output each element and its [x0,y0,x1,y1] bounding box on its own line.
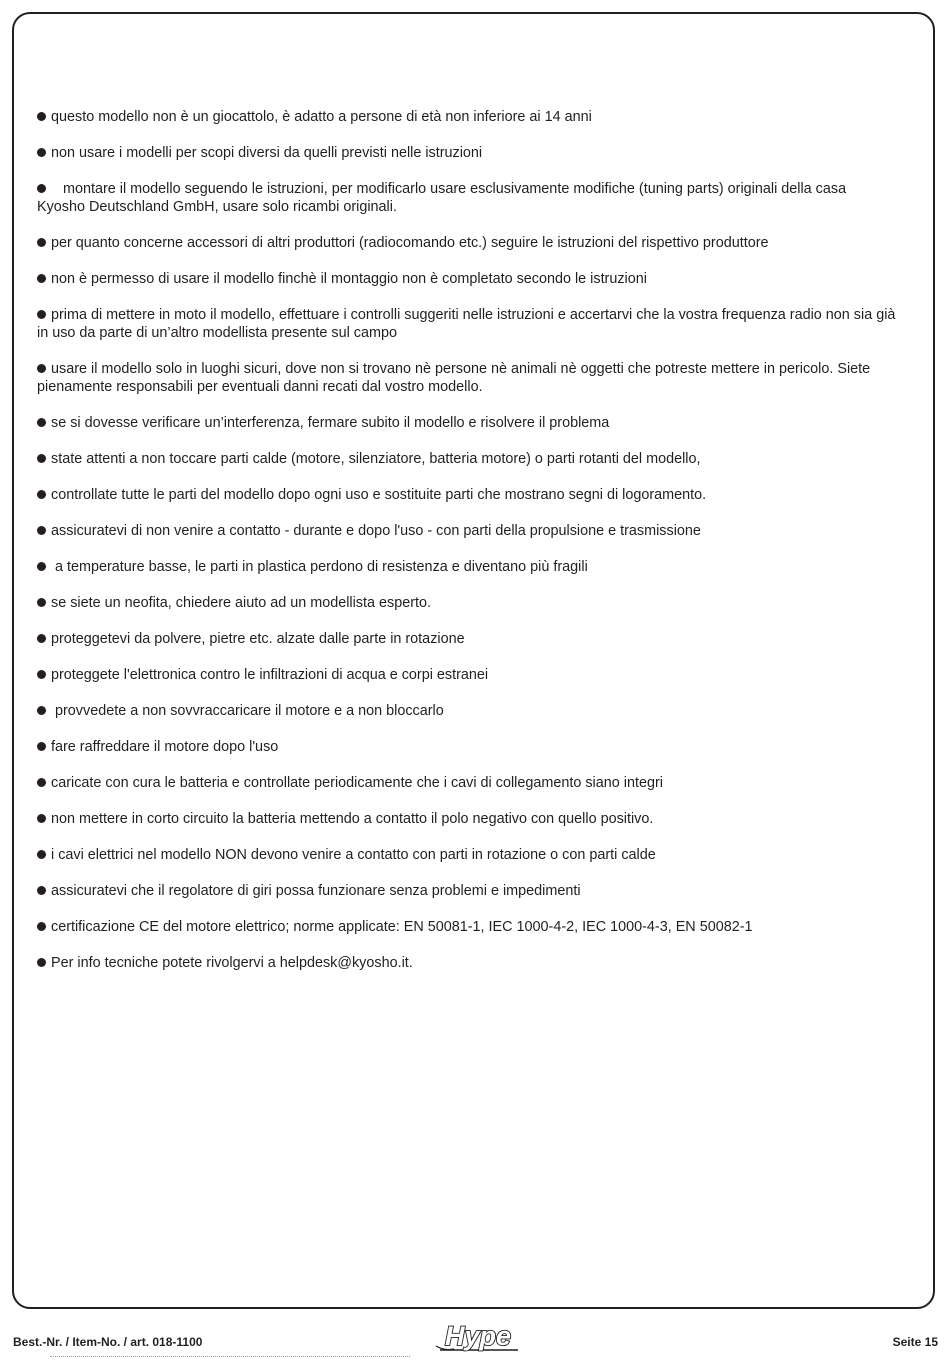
safety-instructions-list [37,108,900,972]
list-item-text: se si dovesse verificare un’interferenza, fermare subito il modello e risolvere il problema [51,415,610,431]
bullet-icon [37,148,46,157]
list-item-text: non mettere in corto circuito la batteria mettendo a contatto il polo negativo con quello positivo. [51,811,654,827]
bullet-icon [37,184,46,193]
list-item-text: non usare i modelli per scopi diversi da quelli previsti nelle istruzioni [51,145,483,161]
list-item-text: i cavi elettrici nel modello NON devono venire a contatto con parti in rotazione o con parti calde [51,847,656,863]
list-item [37,180,897,216]
list-item-text: a temperature basse, le parti in plastica perdono di resistenza e diventano più fragili [51,559,588,575]
list-item-text: per quanto concerne accessori di altri produttori (radiocomando etc.) seguire le istruzioni del rispettivo produttore [51,235,769,251]
bullet-icon [37,886,46,895]
list-item [37,360,897,396]
item-number: Best.-Nr. / Item-No. / art. 018-1100 [13,1335,203,1349]
list-item [37,810,897,828]
list-item [37,594,897,612]
logo-text: Hype [444,1321,512,1351]
bullet-icon [37,814,46,823]
page-number: Seite 15 [892,1335,938,1349]
list-item-text: caricate con cura le batteria e controllate periodicamente che i cavi di collegamento siano integri [51,775,663,791]
list-item-text: proteggete l'elettronica contro le infiltrazioni di acqua e corpi estranei [51,667,489,683]
list-item-text: state attenti a non toccare parti calde (motore, silenziatore, batteria motore) o parti rotanti del modello, [51,451,701,467]
list-item [37,108,897,126]
bullet-icon [37,742,46,751]
list-item [37,558,897,576]
bullet-icon [37,922,46,931]
bullet-icon [37,598,46,607]
bullet-icon [37,454,46,463]
bullet-icon [37,706,46,715]
hype-logo [430,1318,525,1356]
bullet-icon [37,418,46,427]
list-item-text: assicuratevi che il regolatore di giri possa funzionare senza problemi e impedimenti [51,883,581,899]
list-item-text: assicuratevi di non venire a contatto - durante e dopo l'uso - con parti della propulsione e trasmissione [51,523,701,539]
bullet-icon [37,112,46,121]
list-item-text: usare il modello solo in luoghi sicuri, dove non si trovano nè persone nè animali nè oggetti che potreste mettere in pericolo. Siete pienamente responsabili per eventuali danni recati dal vostro modello. [37,361,875,395]
list-item-text: proteggetevi da polvere, pietre etc. alzate dalle parte in rotazione [51,631,465,647]
scan-artifact-line [50,1356,410,1360]
list-item [37,846,897,864]
list-item [37,738,897,756]
list-item [37,306,900,342]
bullet-icon [37,310,46,319]
list-item [37,774,897,792]
bullet-icon [37,634,46,643]
list-item-text: se siete un neofita, chiedere aiuto ad un modellista esperto. [51,595,431,611]
bullet-icon [37,958,46,967]
list-item-text: certificazione CE del motore elettrico; norme applicate: EN 50081-1, IEC 1000-4-2, IEC 1000-4-3, EN 50082-1 [51,919,753,935]
list-item [37,630,897,648]
list-item-text: provvedete a non sovvraccaricare il motore e a non bloccarlo [51,703,444,719]
bullet-icon [37,490,46,499]
list-item-text: Per info tecniche potete rivolgervi a helpdesk@kyosho.it. [51,955,413,971]
list-item-text: controllate tutte le parti del modello dopo ogni uso e sostituite parti che mostrano segni di logoramento. [51,487,707,503]
list-item [37,882,897,900]
list-item [37,414,897,432]
list-item-text: montare il modello seguendo le istruzioni, per modificarlo usare esclusivamente modifiche (tuning parts) originali della casa Kyosho Deutschland GmbH, usare solo ricambi originali. [37,181,851,215]
list-item-text: fare raffreddare il motore dopo l'uso [51,739,279,755]
list-item [37,144,897,162]
list-item [37,522,897,540]
list-item-text: prima di mettere in moto il modello, effettuare i controlli suggeriti nelle istruzioni e accertarvi che la vostra frequenza radio non sia già in uso da parte di un’altro modellista presente sul campo [37,307,900,341]
bullet-icon [37,850,46,859]
list-item [37,666,897,684]
list-item [37,954,897,972]
list-item [37,486,897,504]
list-item-text: questo modello non è un giocattolo, è adatto a persone di età non inferiore ai 14 anni [51,109,592,125]
bullet-icon [37,778,46,787]
list-item [37,270,897,288]
list-item [37,450,897,468]
bullet-icon [37,364,46,373]
list-item [37,234,897,252]
list-item [37,918,897,936]
bullet-icon [37,562,46,571]
bullet-icon [37,238,46,247]
bullet-icon [37,670,46,679]
bullet-icon [37,274,46,283]
list-item [37,702,897,720]
list-item-text: non è permesso di usare il modello finchè il montaggio non è completato secondo le istruzioni [51,271,647,287]
bullet-icon [37,526,46,535]
